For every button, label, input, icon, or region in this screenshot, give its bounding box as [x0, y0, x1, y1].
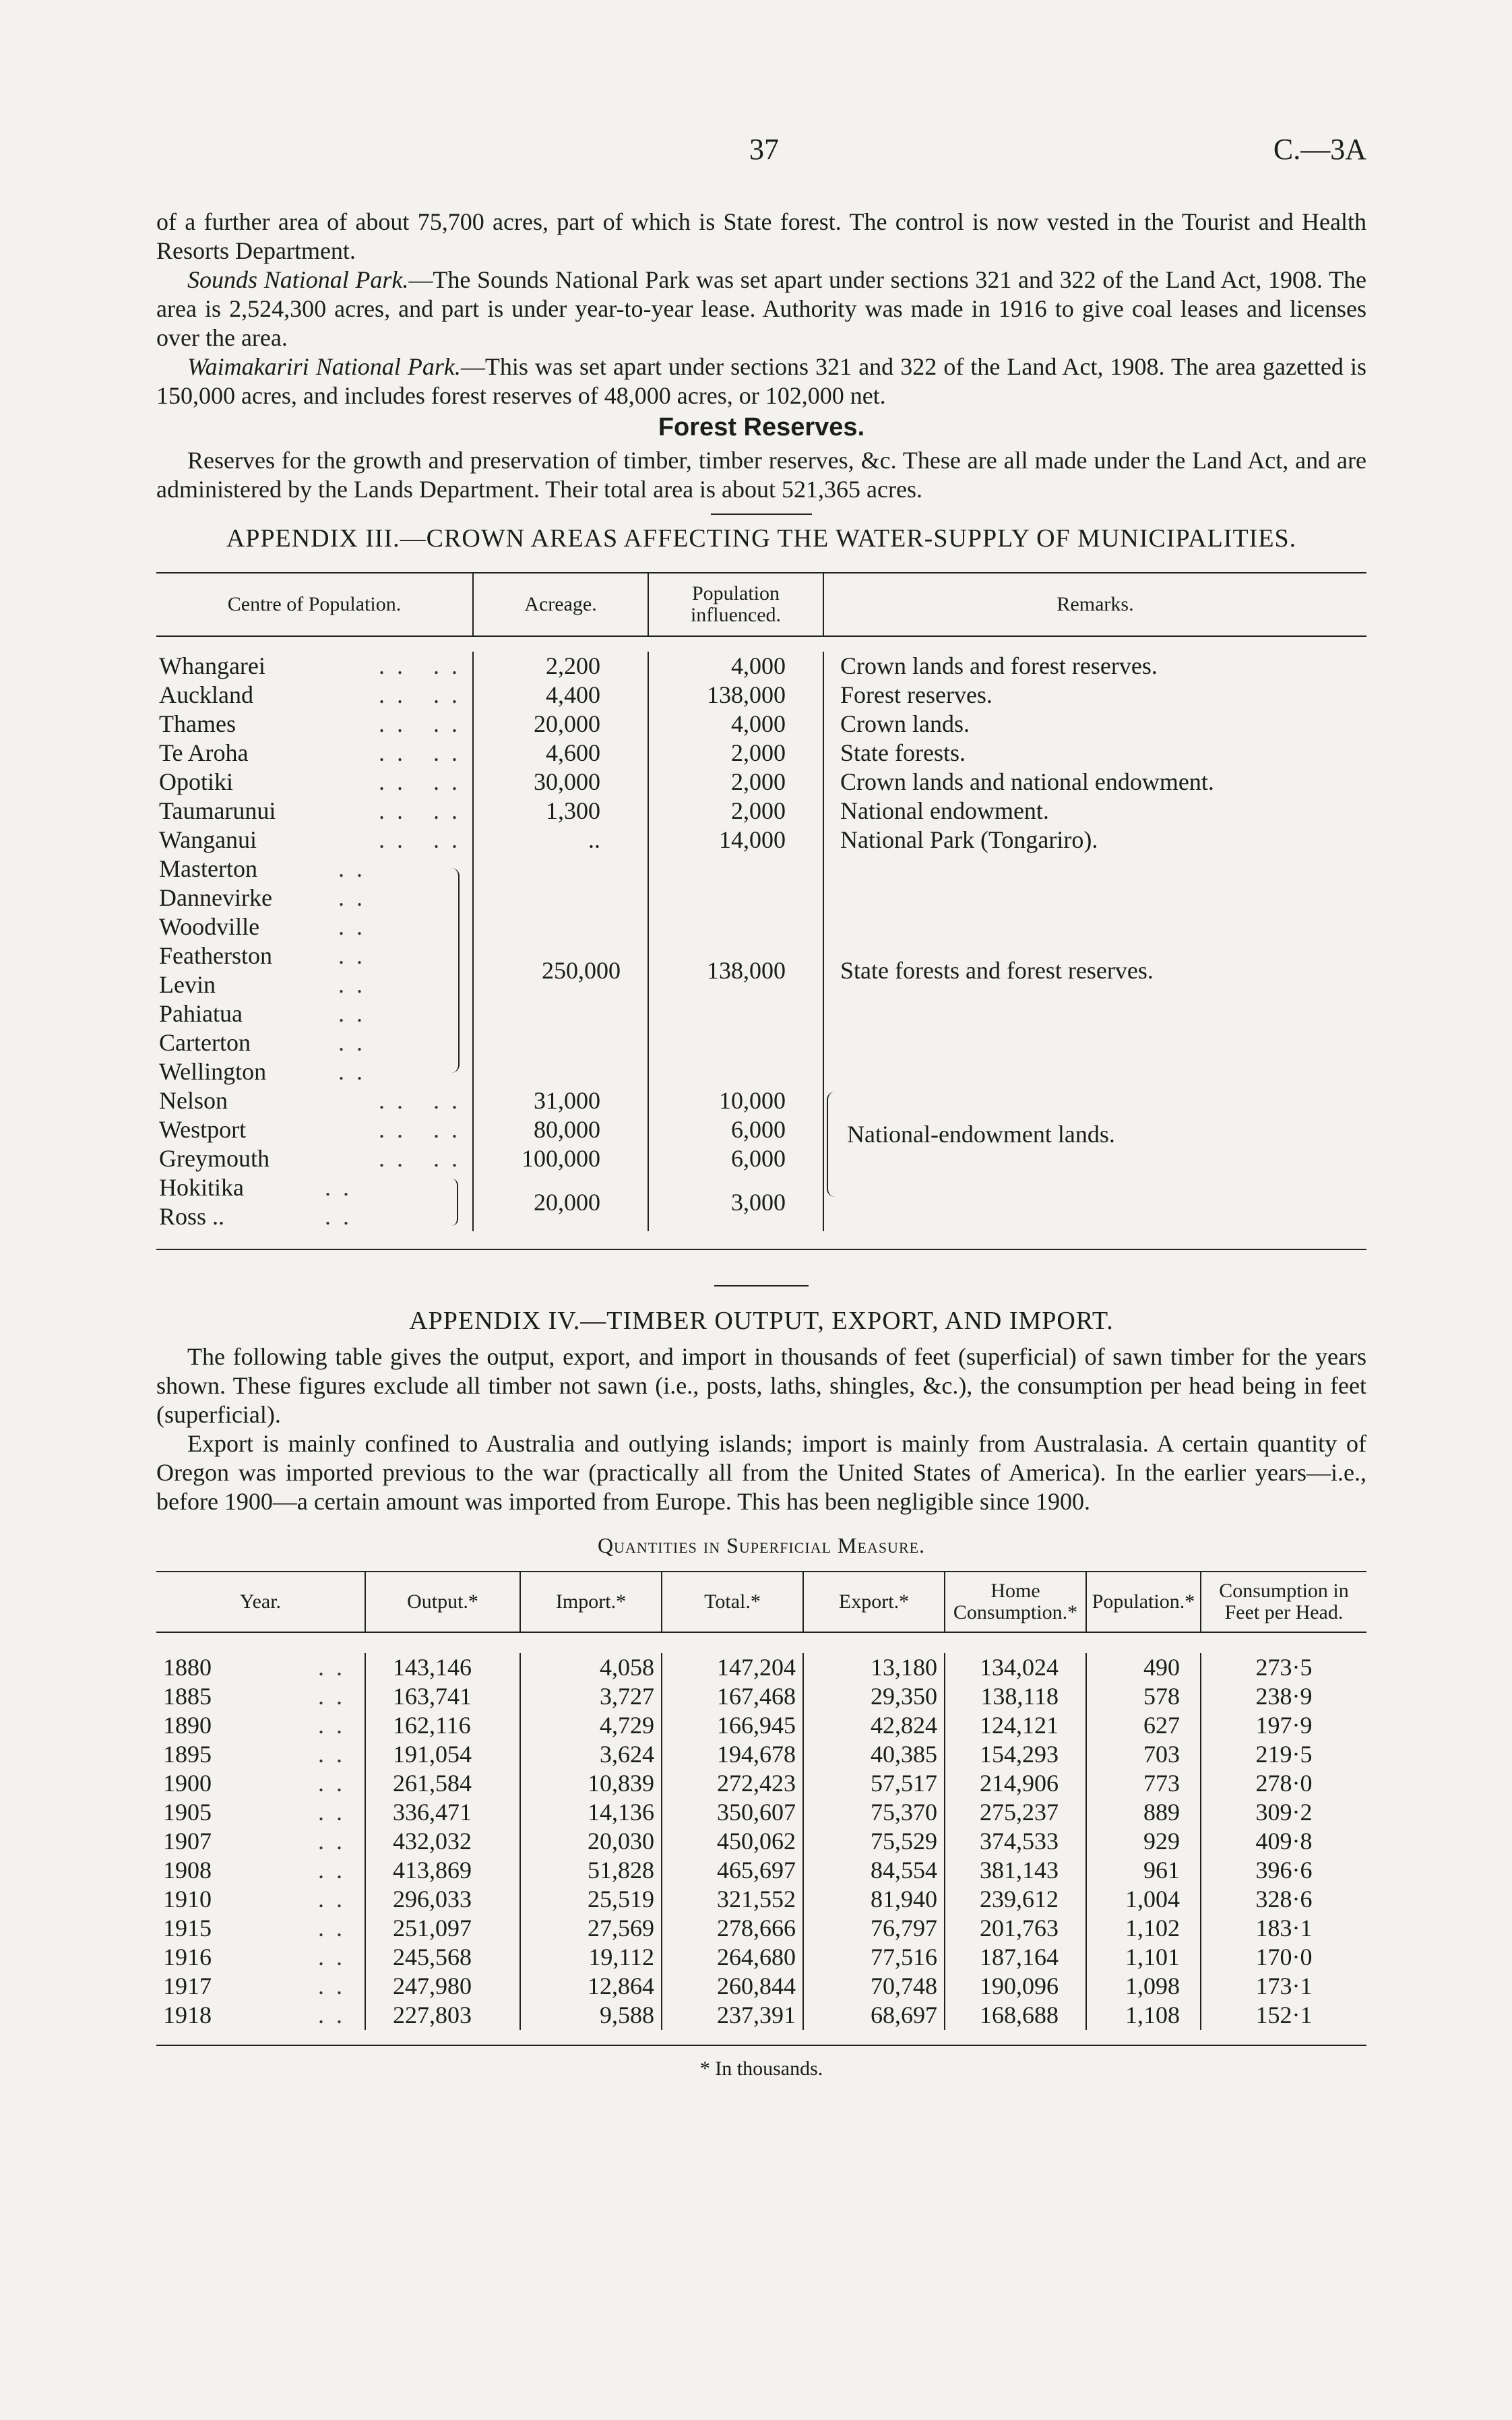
- centre-name: Ross ..: [159, 1203, 225, 1230]
- waimakariri-text: —This was set apart under sections 321 and 322 of the Land Act, 1908. The area gazetted is 150,000 acres, and includes forest reserves of 48,000 acres, or 102,000 net.: [156, 353, 1366, 409]
- year-value: 1880: [163, 1654, 212, 1681]
- centre-name: Featherston: [159, 942, 272, 969]
- leader-dots: ..: [318, 1712, 354, 1739]
- import-cell: 9,588: [520, 2001, 662, 2030]
- section-divider: [711, 514, 812, 515]
- centre-cell: [156, 941, 473, 970]
- centre-cell: [156, 1028, 473, 1057]
- home-consumption-cell: 138,118: [945, 1682, 1086, 1711]
- centre-name: Nelson: [159, 1087, 228, 1114]
- remarks-cell: [823, 1086, 1366, 1231]
- table-row: [156, 1682, 1366, 1711]
- centre-name: Opotiki: [159, 768, 234, 795]
- import-cell: 25,519: [520, 1885, 662, 1914]
- spacer-cell: [156, 636, 1366, 652]
- year-cell: [156, 1740, 365, 1769]
- home-consumption-cell: 124,121: [945, 1711, 1086, 1740]
- spacer-cell: [156, 1632, 1366, 1653]
- home-consumption-cell: 381,143: [945, 1856, 1086, 1885]
- centre-name: Hokitika: [159, 1174, 244, 1201]
- year-cell: [156, 1653, 365, 1682]
- table-header-row: [156, 1572, 1366, 1632]
- total-cell: 237,391: [662, 2001, 803, 2030]
- col-header-centre: Centre of Population.: [156, 573, 473, 636]
- remarks-cell: Crown lands and national endowment.: [840, 768, 1214, 795]
- acreage-cell: 30,000: [473, 768, 648, 797]
- table-row: [156, 652, 1366, 681]
- total-cell: 147,204: [662, 1653, 803, 1682]
- acreage-cell: 31,000: [473, 1086, 648, 1115]
- population-cell: 1,102: [1086, 1914, 1201, 1943]
- population-cell: 703: [1086, 1740, 1201, 1769]
- home-consumption-cell: 168,688: [945, 2001, 1086, 2030]
- intro-paragraph: of a further area of about 75,700 acres, part of which is State forest. The control is now vested in the Tourist and Health Resorts Department.: [156, 208, 1366, 264]
- col-header-consumption-per-head: Consumption in Feet per Head.: [1201, 1572, 1366, 1632]
- output-cell: 296,033: [365, 1885, 520, 1914]
- year-cell: [156, 1769, 365, 1798]
- home-consumption-cell: 187,164: [945, 1943, 1086, 1972]
- centre-name: Dannevirke: [159, 884, 272, 911]
- centre-name: Taumarunui: [159, 797, 276, 824]
- total-cell: 272,423: [662, 1769, 803, 1798]
- year-cell: [156, 2001, 365, 2030]
- centre-name: Woodville: [159, 913, 260, 940]
- leader-dots: ..: [338, 913, 375, 940]
- acreage-cell: 1,300: [473, 797, 648, 826]
- leader-dots: .. ..: [379, 681, 470, 708]
- col-header-remarks: Remarks.: [823, 573, 1366, 636]
- consumption-per-head-cell: 170·0: [1255, 1944, 1313, 1971]
- leader-dots: ..: [318, 1770, 354, 1797]
- table-row: [156, 1740, 1366, 1769]
- remarks-cell: State forests and forest reserves.: [840, 956, 1154, 984]
- leader-dots: ..: [318, 1741, 354, 1768]
- table-row: [156, 681, 1366, 710]
- year-value: 1895: [163, 1741, 212, 1768]
- year-cell: [156, 1856, 365, 1885]
- output-cell: 227,803: [365, 2001, 520, 2030]
- crown-areas-table: [156, 572, 1366, 1231]
- year-cell: [156, 1943, 365, 1972]
- year-value: 1915: [163, 1915, 212, 1942]
- appendix-iv-paragraph-2: Export is mainly confined to Australia and outlying islands; import is mainly from Australasia. A certain quantity of Oregon was imported previous to the war (practically all from the United States of America). In the earlier years—i.e., before 1900—a certain amount was imported from Europe. This has been negligible since 1900.: [156, 1430, 1366, 1515]
- centre-cell: [156, 883, 473, 912]
- spacer-row: [156, 636, 1366, 652]
- export-cell: 75,370: [803, 1798, 945, 1827]
- centre-name: Thames: [159, 710, 236, 737]
- leader-dots: ..: [338, 1058, 375, 1085]
- population-cell: 929: [1086, 1827, 1201, 1856]
- leader-dots: ..: [318, 1683, 354, 1710]
- centre-name: Levin: [159, 971, 216, 998]
- leader-dots: ..: [318, 1944, 354, 1971]
- year-value: 1918: [163, 2002, 212, 2028]
- acreage-cell: 80,000: [473, 1115, 648, 1144]
- home-consumption-cell: 214,906: [945, 1769, 1086, 1798]
- centre-cell: [156, 970, 473, 999]
- consumption-per-head-cell: 152·1: [1255, 2002, 1313, 2028]
- leader-dots: ..: [318, 1799, 354, 1826]
- home-consumption-cell: 134,024: [945, 1653, 1086, 1682]
- table-bottom-rule: [156, 1249, 1366, 1250]
- population-cell: 578: [1086, 1682, 1201, 1711]
- population-cell: 2,000: [648, 797, 823, 826]
- table-row: [156, 1827, 1366, 1856]
- output-cell: 261,584: [365, 1769, 520, 1798]
- population-cell: 1,101: [1086, 1943, 1201, 1972]
- export-cell: 75,529: [803, 1827, 945, 1856]
- year-cell: [156, 1711, 365, 1740]
- centre-name: Wellington: [159, 1058, 267, 1085]
- total-cell: 350,607: [662, 1798, 803, 1827]
- forest-reserves-paragraph: Reserves for the growth and preservation of timber, timber reserves, &c. These are all made under the Land Act, and are administered by the Lands Department. Their total area is about 521,365 acres.: [156, 447, 1366, 503]
- col-header-output: Output.*: [365, 1572, 520, 1632]
- import-cell: 19,112: [520, 1943, 662, 1972]
- remarks-cell: Forest reserves.: [840, 681, 993, 708]
- total-cell: 167,468: [662, 1682, 803, 1711]
- col-header-acreage: Acreage.: [473, 573, 648, 636]
- leader-dots: ..: [318, 1828, 354, 1855]
- centre-cell: [156, 826, 473, 855]
- appendix-iii-title: APPENDIX III.—CROWN AREAS AFFECTING THE WATER-SUPPLY OF MUNICIPALITIES.: [226, 524, 1297, 553]
- centre-cell: [156, 739, 473, 768]
- year-cell: [156, 1914, 365, 1943]
- centre-cell: [156, 710, 473, 739]
- table-bottom-rule: [156, 2045, 1366, 2046]
- remarks-text: National-endowment lands.: [847, 1121, 1115, 1148]
- leader-dots: .. ..: [379, 826, 470, 853]
- centre-cell: [156, 1057, 473, 1086]
- consumption-per-head-cell: 273·5: [1255, 1654, 1313, 1681]
- export-cell: 13,180: [803, 1653, 945, 1682]
- crown-areas-body: [156, 636, 1366, 1231]
- col-header-home-consumption: Home Consumption.*: [945, 1572, 1086, 1632]
- brace-mark: [827, 1092, 836, 1197]
- year-value: 1907: [163, 1828, 212, 1855]
- centre-name: Whangarei: [159, 652, 265, 679]
- leader-dots: .. ..: [379, 1145, 470, 1172]
- total-cell: 264,680: [662, 1943, 803, 1972]
- centre-cell: [156, 999, 473, 1028]
- output-cell: 247,980: [365, 1972, 520, 2001]
- leader-dots: .. ..: [379, 797, 470, 824]
- centre-name: Pahiatua: [159, 1000, 243, 1027]
- centre-name: Westport: [159, 1116, 247, 1143]
- leader-dots: ..: [338, 884, 375, 911]
- table-row: [156, 768, 1366, 797]
- centre-cell: [156, 768, 473, 797]
- sounds-paragraph: [156, 266, 1366, 352]
- population-cell: 1,098: [1086, 1972, 1201, 2001]
- leader-dots: ..: [338, 855, 375, 882]
- total-cell: 260,844: [662, 1972, 803, 2001]
- col-header-population: Population influenced.: [648, 573, 823, 636]
- consumption-per-head-cell: 197·9: [1255, 1712, 1313, 1739]
- centre-cell: [156, 1202, 473, 1231]
- col-header-year: Year.: [156, 1572, 365, 1632]
- population-cell: 10,000: [648, 1086, 823, 1115]
- acreage-cell: 2,200: [473, 652, 648, 681]
- home-consumption-cell: 374,533: [945, 1827, 1086, 1856]
- acreage-cell: 100,000: [473, 1144, 648, 1173]
- centre-cell: [156, 797, 473, 826]
- leader-dots: .. ..: [379, 652, 470, 679]
- leader-dots: ..: [325, 1203, 361, 1230]
- consumption-per-head-cell: 396·6: [1255, 1857, 1313, 1884]
- leader-dots: ..: [318, 1654, 354, 1681]
- output-cell: 336,471: [365, 1798, 520, 1827]
- acreage-cell: 4,600: [473, 739, 648, 768]
- import-cell: 10,839: [520, 1769, 662, 1798]
- output-cell: 191,054: [365, 1740, 520, 1769]
- home-consumption-cell: 239,612: [945, 1885, 1086, 1914]
- leader-dots: ..: [338, 942, 375, 969]
- year-value: 1917: [163, 1973, 212, 1999]
- consumption-per-head-cell: 219·5: [1255, 1741, 1313, 1768]
- total-cell: 194,678: [662, 1740, 803, 1769]
- table-row: [156, 739, 1366, 768]
- remarks-cell: National Park (Tongariro).: [840, 826, 1098, 853]
- footnote: * In thousands.: [699, 2057, 823, 2080]
- export-cell: 84,554: [803, 1856, 945, 1885]
- year-cell: [156, 1972, 365, 2001]
- centre-cell: [156, 652, 473, 681]
- table-row: [156, 797, 1366, 826]
- population-cell: 14,000: [648, 826, 823, 855]
- year-value: 1905: [163, 1799, 212, 1826]
- population-cell: 6,000: [648, 1144, 823, 1173]
- body-text: [156, 208, 1366, 2083]
- total-cell: 166,945: [662, 1711, 803, 1740]
- waimakariri-paragraph: [156, 352, 1366, 410]
- export-cell: 42,824: [803, 1711, 945, 1740]
- export-cell: 57,517: [803, 1769, 945, 1798]
- col-header-export: Export.*: [803, 1572, 945, 1632]
- output-cell: 251,097: [365, 1914, 520, 1943]
- population-cell: 2,000: [648, 768, 823, 797]
- population-cell: 889: [1086, 1798, 1201, 1827]
- sounds-title: Sounds National Park.: [187, 266, 409, 293]
- import-cell: 14,136: [520, 1798, 662, 1827]
- table-row: [156, 1914, 1366, 1943]
- centre-cell: [156, 1115, 473, 1144]
- leader-dots: .. ..: [379, 1116, 470, 1143]
- home-consumption-cell: 201,763: [945, 1914, 1086, 1943]
- year-cell: [156, 1798, 365, 1827]
- year-value: 1908: [163, 1857, 212, 1884]
- population-cell: 1,108: [1086, 2001, 1201, 2030]
- export-cell: 81,940: [803, 1885, 945, 1914]
- total-cell: 450,062: [662, 1827, 803, 1856]
- table-row: [156, 1856, 1366, 1885]
- leader-dots: .. ..: [379, 768, 470, 795]
- import-cell: 51,828: [520, 1856, 662, 1885]
- table-header-row: [156, 573, 1366, 636]
- output-cell: 163,741: [365, 1682, 520, 1711]
- table-row: [156, 1798, 1366, 1827]
- export-cell: 76,797: [803, 1914, 945, 1943]
- export-cell: 40,385: [803, 1740, 945, 1769]
- year-cell: [156, 1827, 365, 1856]
- population-cell: 6,000: [648, 1115, 823, 1144]
- col-header-total: Total.*: [662, 1572, 803, 1632]
- output-cell: 432,032: [365, 1827, 520, 1856]
- table-row: [156, 1711, 1366, 1740]
- export-cell: 70,748: [803, 1972, 945, 2001]
- appendix-iv-title: APPENDIX IV.—TIMBER OUTPUT, EXPORT, AND IMPORT.: [409, 1307, 1114, 1335]
- remarks-cell: Crown lands.: [840, 710, 970, 737]
- consumption-per-head-cell: 409·8: [1255, 1828, 1313, 1855]
- table-row: [156, 1653, 1366, 1682]
- table-row: [156, 710, 1366, 739]
- centre-name: Auckland: [159, 681, 253, 708]
- export-cell: 68,697: [803, 2001, 945, 2030]
- document-reference: C.—3A: [1273, 133, 1366, 166]
- consumption-per-head-cell: 183·1: [1255, 1915, 1313, 1942]
- output-cell: 162,116: [365, 1711, 520, 1740]
- population-cell: 138,000: [648, 681, 823, 710]
- timber-table: [156, 1571, 1366, 2030]
- population-cell: 490: [1086, 1653, 1201, 1682]
- leader-dots: .. ..: [379, 1087, 470, 1114]
- centre-name: Masterton: [159, 855, 257, 882]
- table-row: [156, 1769, 1366, 1798]
- table-row: [156, 2001, 1366, 2030]
- consumption-per-head-cell: 173·1: [1255, 1973, 1313, 1999]
- acreage-cell: 20,000: [473, 1173, 648, 1231]
- sounds-text: —The Sounds National Park was set apart under sections 321 and 322 of the Land Act, 1908. The area is 2,524,300 acres, and part is under year-to-year lease. Authority was made in 1916 to give coal leases and licenses over the area.: [156, 266, 1366, 351]
- import-cell: 3,727: [520, 1682, 662, 1711]
- output-cell: 245,568: [365, 1943, 520, 1972]
- col-header-import: Import.*: [520, 1572, 662, 1632]
- centre-name: Greymouth: [159, 1145, 270, 1172]
- remarks-cell: Crown lands and forest reserves.: [840, 652, 1158, 679]
- table-row: [156, 1972, 1366, 2001]
- year-cell: [156, 1682, 365, 1711]
- forest-reserves-heading: Forest Reserves.: [658, 413, 865, 441]
- home-consumption-cell: 154,293: [945, 1740, 1086, 1769]
- table-caption: Quantities in Superficial Measure.: [597, 1533, 926, 1557]
- acreage-cell: 4,400: [473, 681, 648, 710]
- leader-dots: ..: [338, 1029, 375, 1056]
- leader-dots: ..: [318, 1857, 354, 1884]
- table-row: [156, 855, 1366, 883]
- consumption-per-head-cell: 238·9: [1255, 1683, 1313, 1710]
- year-value: 1885: [163, 1683, 212, 1710]
- col-header-population: Population.*: [1086, 1572, 1201, 1632]
- leader-dots: ..: [318, 2002, 354, 2028]
- population-cell: 3,000: [648, 1173, 823, 1231]
- acreage-cell: ..: [473, 826, 648, 855]
- consumption-per-head-cell: 328·6: [1255, 1886, 1313, 1913]
- total-cell: 278,666: [662, 1914, 803, 1943]
- acreage-cell: 250,000: [473, 855, 648, 1086]
- output-cell: 413,869: [365, 1856, 520, 1885]
- population-cell: 773: [1086, 1769, 1201, 1798]
- import-cell: 27,569: [520, 1914, 662, 1943]
- import-cell: 3,624: [520, 1740, 662, 1769]
- centre-cell: [156, 1144, 473, 1173]
- population-cell: 961: [1086, 1856, 1201, 1885]
- total-cell: 465,697: [662, 1856, 803, 1885]
- leader-dots: .. ..: [379, 710, 470, 737]
- year-value: 1910: [163, 1886, 212, 1913]
- year-value: 1900: [163, 1770, 212, 1797]
- population-cell: 4,000: [648, 652, 823, 681]
- import-cell: 4,729: [520, 1711, 662, 1740]
- remarks-cell: State forests.: [840, 739, 966, 766]
- leader-dots: ..: [318, 1886, 354, 1913]
- section-divider: [714, 1285, 809, 1286]
- leader-dots: .. ..: [379, 739, 470, 766]
- population-cell: 138,000: [648, 855, 823, 1086]
- timber-table-body: [156, 1632, 1366, 2030]
- table-row: [156, 1086, 1366, 1115]
- population-cell: 1,004: [1086, 1885, 1201, 1914]
- remarks-cell: National endowment.: [840, 797, 1049, 824]
- centre-cell: [156, 1086, 473, 1115]
- total-cell: 321,552: [662, 1885, 803, 1914]
- export-cell: 77,516: [803, 1943, 945, 1972]
- leader-dots: ..: [318, 1973, 354, 1999]
- year-value: 1916: [163, 1944, 212, 1971]
- centre-cell: [156, 1173, 473, 1202]
- year-value: 1890: [163, 1712, 212, 1739]
- table-row: [156, 826, 1366, 855]
- leader-dots: ..: [318, 1915, 354, 1942]
- centre-name: Carterton: [159, 1029, 251, 1056]
- population-cell: 4,000: [648, 710, 823, 739]
- acreage-cell: 20,000: [473, 710, 648, 739]
- output-cell: 143,146: [365, 1653, 520, 1682]
- centre-cell: [156, 681, 473, 710]
- consumption-per-head-cell: 278·0: [1255, 1770, 1313, 1797]
- leader-dots: ..: [325, 1174, 361, 1201]
- spacer-row: [156, 1632, 1366, 1653]
- import-cell: 20,030: [520, 1827, 662, 1856]
- page-number: 37: [749, 133, 779, 166]
- home-consumption-cell: 275,237: [945, 1798, 1086, 1827]
- table-row: [156, 1885, 1366, 1914]
- population-cell: 627: [1086, 1711, 1201, 1740]
- centre-name: Te Aroha: [159, 739, 249, 766]
- table-row: [156, 1943, 1366, 1972]
- export-cell: 29,350: [803, 1682, 945, 1711]
- centre-cell: [156, 855, 473, 883]
- page-header: [156, 135, 1366, 175]
- consumption-per-head-cell: 309·2: [1255, 1799, 1313, 1826]
- import-cell: 12,864: [520, 1972, 662, 2001]
- centre-name: Wanganui: [159, 826, 257, 853]
- waimakariri-title: Waimakariri National Park.: [187, 353, 461, 380]
- appendix-iv-paragraph-1: The following table gives the output, export, and import in thousands of feet (superficial) of sawn timber for the years shown. These figures exclude all timber not sawn (i.e., posts, laths, shingles, &c.), the consumption per head being in feet (superficial).: [156, 1343, 1366, 1428]
- home-consumption-cell: 190,096: [945, 1972, 1086, 2001]
- leader-dots: ..: [338, 1000, 375, 1027]
- import-cell: 4,058: [520, 1653, 662, 1682]
- centre-cell: [156, 912, 473, 941]
- leader-dots: ..: [338, 971, 375, 998]
- population-cell: 2,000: [648, 739, 823, 768]
- year-cell: [156, 1885, 365, 1914]
